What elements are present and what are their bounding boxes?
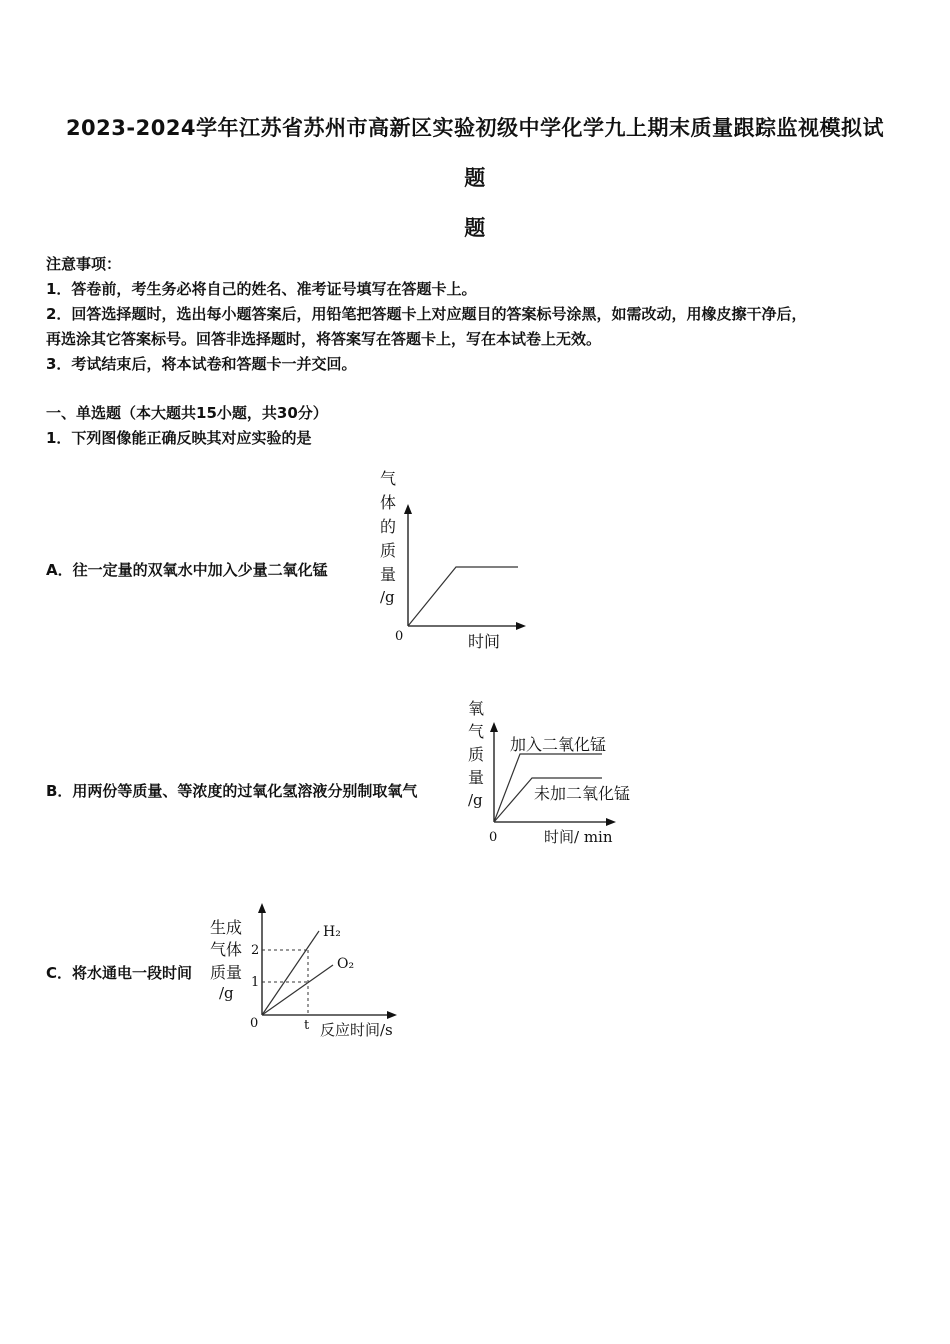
chart-b-ylabel: 气 — [468, 722, 485, 741]
chart-c-ylabel: 质量 — [210, 963, 243, 982]
option-b-text: B．用两份等质量、等浓度的过氧化氢溶液分别制取氧气 — [46, 782, 418, 800]
chart-c — [205, 893, 415, 1043]
chart-c-ylabel: 气体 — [210, 940, 243, 959]
notice-item: 再选涂其它答案标号。回答非选择题时，将答案写在答题卡上，写在本试卷上无效。 — [46, 330, 602, 348]
chart-c-ylabel: 生成 — [210, 918, 243, 937]
chart-c-x-arrow — [387, 1011, 397, 1019]
chart-c-series-label-h2: H₂ — [323, 924, 341, 940]
chart-c-ylabel: /g — [219, 984, 234, 1002]
chart-a-ylabel: 体 — [380, 493, 397, 512]
chart-c-origin: 0 — [250, 1016, 259, 1031]
chart-a-ylabel: 量 — [380, 565, 397, 584]
chart-a-origin: 0 — [395, 629, 404, 644]
chart-b-series-label-2: 未加二氧化锰 — [534, 784, 631, 803]
chart-b-ylabel: 量 — [468, 768, 485, 787]
chart-a-ylabel: 的 — [380, 517, 397, 536]
chart-c-y-arrow — [258, 903, 266, 913]
chart-b — [462, 694, 662, 854]
chart-a-xlabel: 时间 — [468, 632, 501, 651]
chart-c-xtick: t — [304, 1018, 310, 1033]
page-title-continued: 题 — [464, 166, 486, 190]
notice-item: 1．答卷前，考生务必将自己的姓名、准考证号填写在答题卡上。 — [46, 280, 477, 298]
chart-b-ylabel: /g — [468, 791, 483, 809]
chart-c-xlabel: 反应时间/s — [320, 1021, 393, 1039]
chart-a-ylabel: 气 — [380, 469, 397, 488]
chart-b-series-label-1: 加入二氧化锰 — [510, 735, 607, 754]
chart-c-series-line-h2 — [262, 931, 319, 1015]
chart-a-y-arrow — [404, 504, 412, 514]
section-heading: 一、单选题（本大题共15小题，共30分） — [46, 404, 328, 422]
notice-heading: 注意事项： — [46, 255, 122, 273]
chart-b-x-arrow — [606, 818, 616, 826]
chart-b-y-arrow — [490, 722, 498, 732]
chart-b-ylabel: 质 — [468, 745, 485, 764]
chart-c-ytick: 1 — [251, 975, 260, 990]
chart-a-series-line — [408, 567, 518, 626]
chart-b-xlabel: 时间/ min — [544, 828, 613, 846]
chart-a-x-arrow — [516, 622, 526, 630]
chart-c-series-line-o2 — [262, 965, 333, 1015]
notice-item: 3．考试结束后，将本试卷和答题卡一并交回。 — [46, 355, 357, 373]
page-title: 2023-2024学年江苏省苏州市高新区实验初级中学化学九上期末质量跟踪监视模拟试 — [65, 116, 885, 140]
chart-b-origin: 0 — [489, 830, 498, 845]
chart-b-ylabel: 氧 — [468, 699, 485, 718]
page-title-repeat: 题 — [464, 216, 486, 240]
chart-c-ytick: 2 — [251, 943, 260, 958]
notice-item: 2．回答选择题时，选出每小题答案后，用铅笔把答题卡上对应题目的答案标号涂黑，如需改动，用橡皮擦干净后， — [46, 305, 807, 323]
chart-a-ylabel: 质 — [380, 541, 397, 560]
option-c-text: C．将水通电一段时间 — [46, 964, 193, 982]
chart-a-ylabel: /g — [380, 588, 395, 606]
chart-c-series-label-o2: O₂ — [337, 956, 355, 972]
question-stem: 1．下列图像能正确反映其对应实验的是 — [46, 429, 312, 447]
option-a-text: A．往一定量的双氧水中加入少量二氧化锰 — [46, 561, 328, 579]
chart-a — [370, 462, 540, 657]
